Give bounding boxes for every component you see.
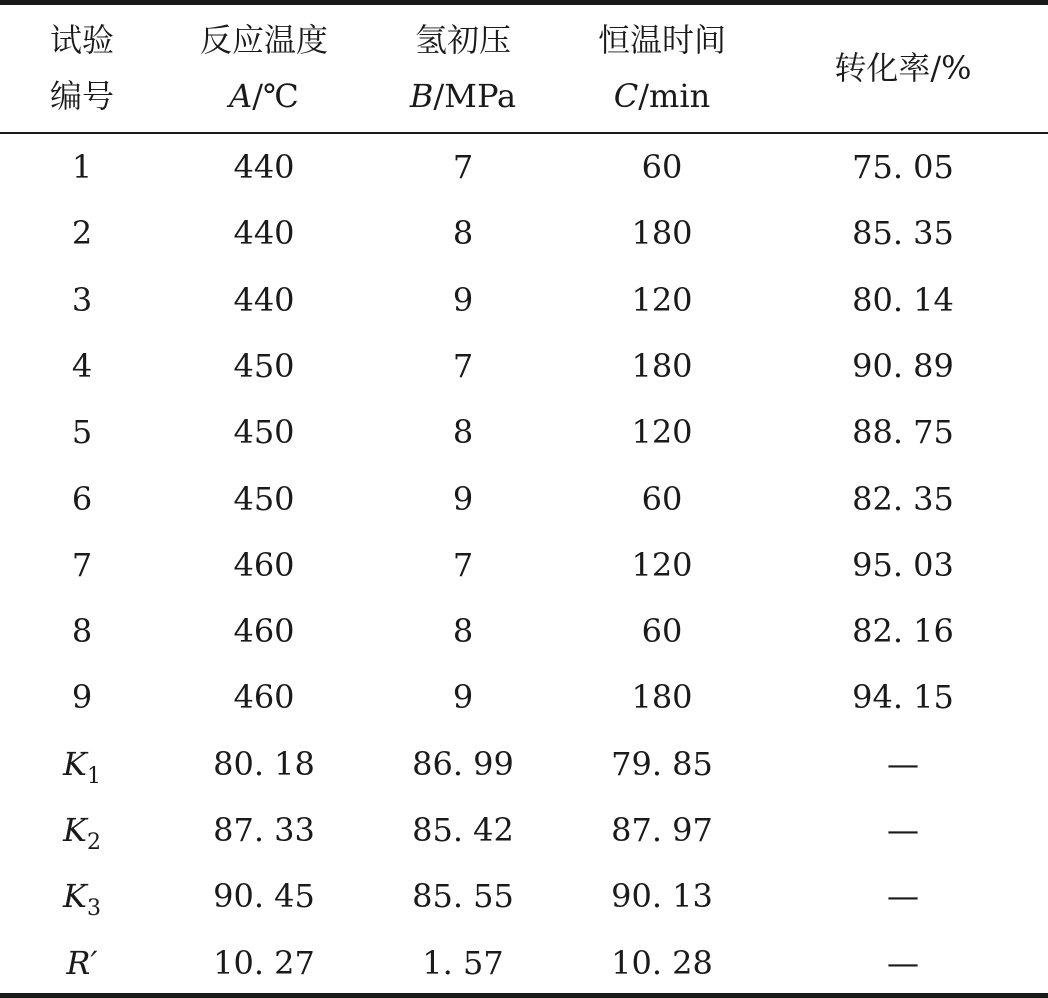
- stat-label: [22, 876, 142, 921]
- cell-test-number: 8: [71, 612, 93, 650]
- stat-var: K: [63, 877, 87, 915]
- cell-time: 60: [641, 612, 683, 650]
- stat-label: [22, 943, 142, 983]
- header-test-label: 试验: [49, 21, 114, 59]
- stat-temperature: 87. 33: [213, 811, 315, 849]
- cell-test-number: 7: [71, 546, 93, 584]
- stat-var: K: [63, 811, 87, 849]
- stat-pressure: 85. 55: [412, 877, 514, 915]
- stat-temperature: 10. 27: [213, 944, 315, 982]
- cell-pressure: 7: [452, 148, 474, 186]
- cell-time: 120: [631, 546, 693, 584]
- header-temperature-unit: [184, 76, 344, 116]
- stat-time: 79. 85: [611, 745, 713, 783]
- header-time-var: C: [613, 77, 639, 115]
- stat-conversion: —: [887, 944, 919, 982]
- header-temperature-var: A: [229, 77, 253, 115]
- cell-test-number: 1: [71, 148, 93, 186]
- stat-time: 10. 28: [611, 944, 713, 982]
- cell-test-number: 9: [71, 678, 93, 716]
- header-time-unit: [582, 76, 742, 116]
- cell-conversion: 75. 05: [852, 148, 954, 186]
- stat-temperature: 90. 45: [213, 877, 315, 915]
- cell-test-number: 2: [71, 214, 93, 252]
- header-time-unit-text: /min: [638, 77, 711, 115]
- header-rule: [0, 132, 1048, 134]
- header-temperature-label: 反应温度: [199, 21, 328, 59]
- header-pressure-unit: [383, 76, 543, 116]
- cell-time: 180: [631, 214, 693, 252]
- header-pressure-var: B: [409, 77, 434, 115]
- cell-temperature: 460: [233, 612, 295, 650]
- stat-pressure: 85. 42: [412, 811, 514, 849]
- cell-time: 180: [631, 347, 693, 385]
- cell-conversion: 85. 35: [852, 214, 954, 252]
- cell-conversion: 95. 03: [852, 546, 954, 584]
- cell-conversion: 80. 14: [852, 281, 954, 319]
- cell-pressure: 9: [452, 480, 474, 518]
- stat-label: [22, 810, 142, 855]
- stat-var: R′: [66, 944, 98, 982]
- stat-pressure: 86. 99: [412, 745, 514, 783]
- cell-temperature: 440: [233, 281, 295, 319]
- stat-conversion: —: [887, 877, 919, 915]
- cell-pressure: 7: [452, 347, 474, 385]
- cell-time: 60: [641, 480, 683, 518]
- header-pressure-unit-text: /MPa: [433, 77, 517, 115]
- cell-conversion: 82. 35: [852, 480, 954, 518]
- stat-time: 87. 97: [611, 811, 713, 849]
- cell-temperature: 460: [233, 678, 295, 716]
- cell-test-number: 4: [71, 347, 93, 385]
- cell-temperature: 450: [233, 480, 295, 518]
- cell-time: 120: [631, 413, 693, 451]
- top-rule: [0, 0, 1048, 5]
- cell-time: 120: [631, 281, 693, 319]
- cell-conversion: 90. 89: [852, 347, 954, 385]
- cell-test-number: 6: [71, 480, 93, 518]
- cell-pressure: 8: [452, 612, 474, 650]
- stat-conversion: —: [887, 811, 919, 849]
- stat-temperature: 80. 18: [213, 745, 315, 783]
- stat-time: 90. 13: [611, 877, 713, 915]
- header-temperature-unit-text: /℃: [252, 77, 299, 115]
- header-number-label: 编号: [49, 77, 114, 115]
- cell-time: 180: [631, 678, 693, 716]
- stat-label: [22, 744, 142, 789]
- cell-pressure: 8: [452, 413, 474, 451]
- cell-temperature: 460: [233, 546, 295, 584]
- header-pressure-label: 氢初压: [414, 21, 511, 59]
- stat-subscript: 2: [86, 830, 101, 855]
- cell-conversion: 94. 15: [852, 678, 954, 716]
- cell-conversion: 88. 75: [852, 413, 954, 451]
- stat-subscript: 1: [86, 764, 101, 789]
- cell-pressure: 9: [452, 281, 474, 319]
- cell-pressure: 9: [452, 678, 474, 716]
- cell-pressure: 7: [452, 546, 474, 584]
- stat-pressure: 1. 57: [422, 944, 504, 982]
- cell-time: 60: [641, 148, 683, 186]
- header-time-label: 恒温时间: [597, 21, 726, 59]
- cell-temperature: 450: [233, 347, 295, 385]
- stat-var: K: [63, 745, 87, 783]
- stat-conversion: —: [887, 745, 919, 783]
- cell-pressure: 8: [452, 214, 474, 252]
- cell-test-number: 3: [71, 281, 93, 319]
- cell-temperature: 440: [233, 214, 295, 252]
- cell-temperature: 450: [233, 413, 295, 451]
- cell-test-number: 5: [71, 413, 93, 451]
- stat-subscript: 3: [86, 896, 101, 921]
- cell-conversion: 82. 16: [852, 612, 954, 650]
- cell-temperature: 440: [233, 148, 295, 186]
- header-conversion-label: 转化率/%: [834, 49, 972, 87]
- bottom-rule: [0, 993, 1048, 998]
